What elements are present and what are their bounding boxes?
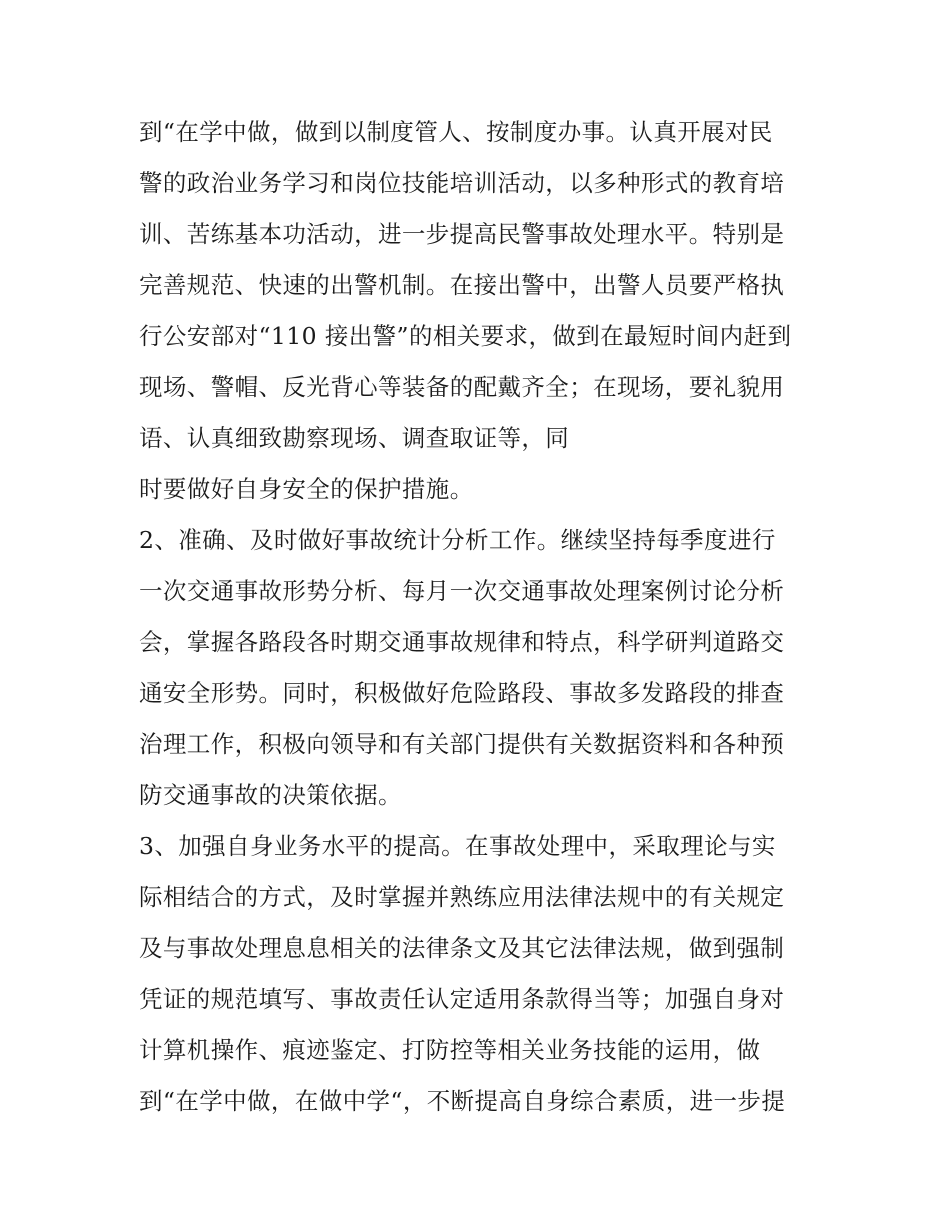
text-line: 语、认真细致勘察现场、调查取证等，同 <box>139 424 570 452</box>
text-line: 防交通事故的决策依据。 <box>139 781 402 809</box>
text-line: 一次交通事故形势分析、每月一次交通事故处理案例讨论分析 <box>139 577 785 605</box>
text-line: 2、准确、及时做好事故统计分析工作。继续坚持每季度进行 <box>139 526 776 554</box>
text-line: 凭证的规范填写、事故责任认定适用条款得当等；加强自身对 <box>139 985 785 1013</box>
text-line: 到“在学中做，在做中学“，不断提高自身综合素质，进一步提 <box>139 1087 786 1115</box>
text-line: 治理工作，积极向领导和有关部门提供有关数据资料和各种预 <box>139 730 785 758</box>
text-line: 际相结合的方式，及时掌握并熟练应用法律法规中的有关规定 <box>139 883 785 911</box>
text-line: 完善规范、快速的出警机制。在接出警中，出警人员要严格执 <box>139 271 785 299</box>
text-line: 3、加强自身业务水平的提高。在事故处理中，采取理论与实 <box>139 832 776 860</box>
text-line: 现场、警帽、反光背心等装备的配戴齐全；在现场，要礼貌用 <box>139 373 785 401</box>
text-line: 通安全形势。同时，积极做好危险路段、事故多发路段的排查 <box>139 679 785 707</box>
text-line: 行公安部对“110 接出警”的相关要求，做到在最短时间内赶到 <box>139 322 792 350</box>
text-line: 警的政治业务学习和岗位技能培训活动，以多种形式的教育培 <box>139 169 785 197</box>
body-text <box>139 107 829 1127</box>
text-line: 训、苦练基本功活动，进一步提高民警事故处理水平。特别是 <box>139 220 785 248</box>
text-line: 计算机操作、痕迹鉴定、打防控等相关业务技能的运用，做 <box>139 1036 761 1064</box>
text-line: 会，掌握各路段各时期交通事故规律和特点，科学研判道路交 <box>139 628 785 656</box>
text-line: 时要做好自身安全的保护措施。 <box>139 475 474 503</box>
text-line: 及与事故处理息息相关的法律条文及其它法律法规，做到强制 <box>139 934 785 962</box>
text-line: 到“在学中做，做到以制度管人、按制度办事。认真开展对民 <box>139 118 773 146</box>
